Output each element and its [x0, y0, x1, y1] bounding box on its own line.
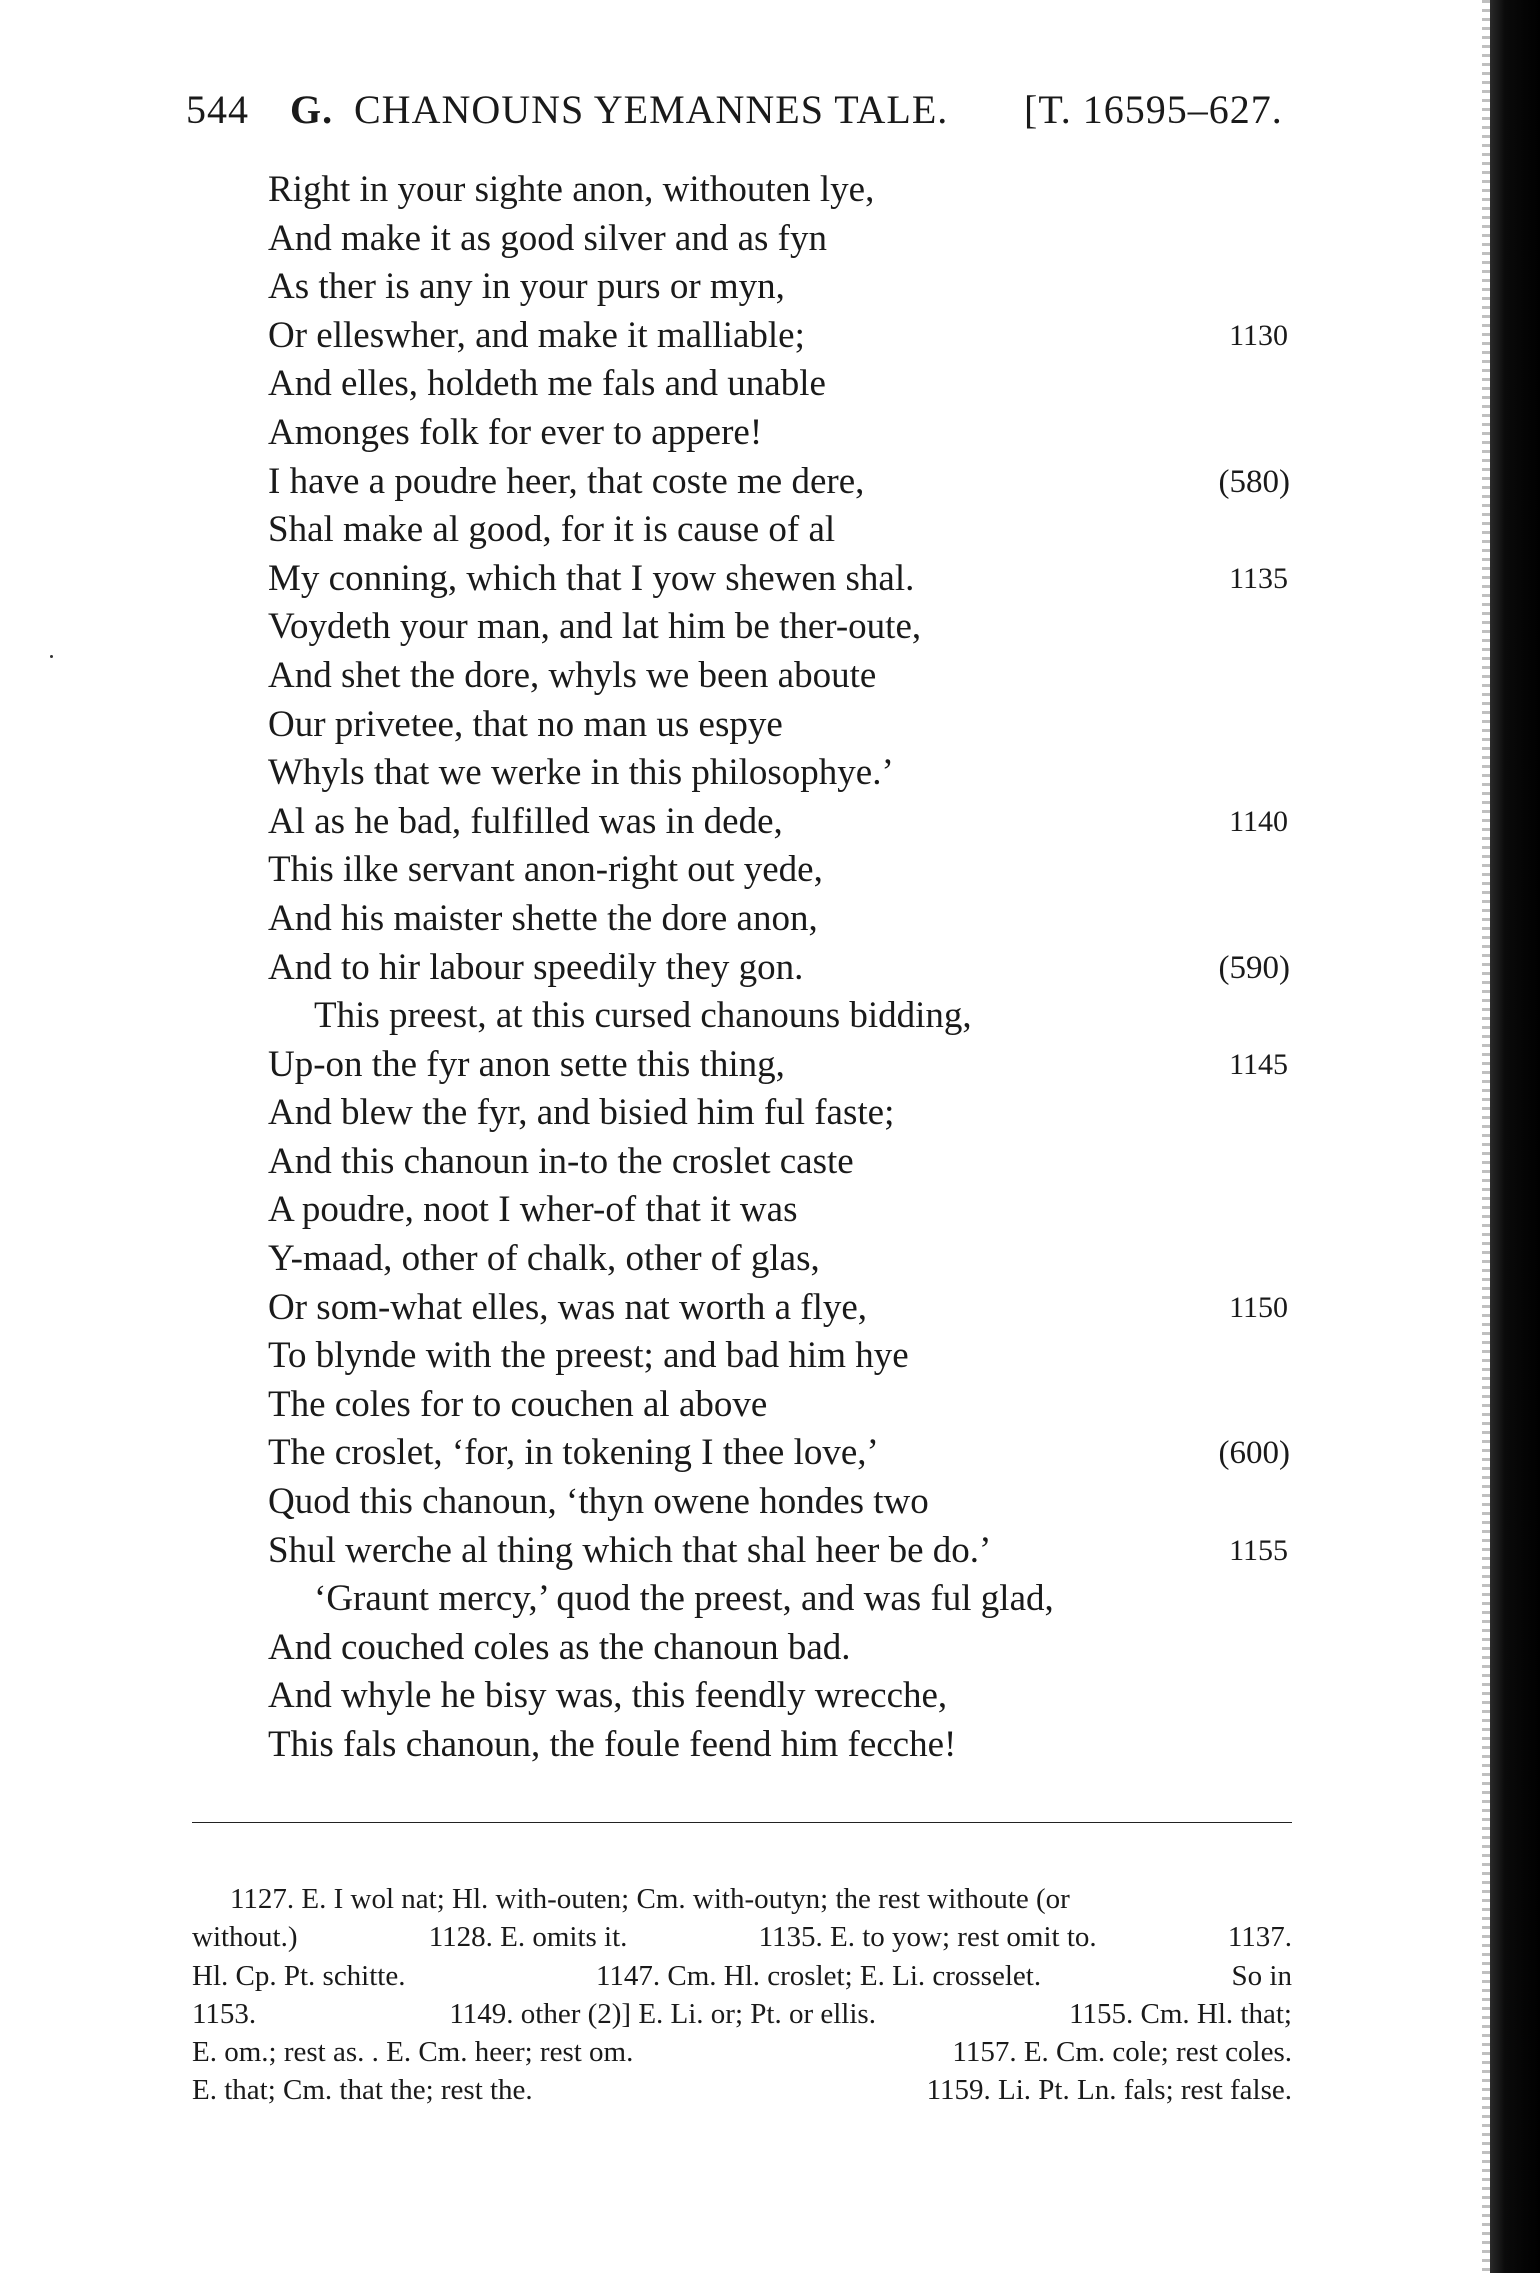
verse-text: Up-on the fyr anon sette this thing, [268, 1043, 785, 1085]
verse-line [268, 215, 1308, 264]
page-number: 544 [186, 87, 249, 132]
verse-line [268, 263, 1308, 312]
verse-text: Amonges folk for ever to appere! [268, 411, 763, 453]
verse-line [268, 895, 1308, 944]
verse-text: Y-maad, other of chalk, other of glas, [268, 1238, 820, 1280]
footnote-segment: 1128. E. omits it. [428, 1921, 628, 1954]
footnote-segment: 1157. E. Cm. cole; rest coles. [952, 2036, 1292, 2069]
verse-text: Shul werche al thing which that shal heer be do.’ [268, 1529, 992, 1571]
verse-text: Al as he bad, fulfilled was in dede, [268, 800, 783, 842]
verse-line [268, 458, 1308, 507]
verse-text: Shal make al good, for it is cause of al [268, 509, 836, 551]
line-number: (580) [1218, 463, 1290, 500]
verse-text: Right in your sighte anon, withouten lye, [268, 169, 875, 210]
footnote-segment: 1149. other (2)] E. Li. or; Pt. or ellis. [449, 1997, 876, 2030]
verse-text: This preest, at this cursed chanouns bidding, [314, 995, 972, 1037]
page-speck [50, 655, 53, 658]
footnote-segment: Hl. Cp. Pt. schitte. [192, 1959, 406, 1992]
verse-line [268, 166, 1308, 215]
line-number: (590) [1218, 949, 1290, 986]
verse-text: To blynde with the preest; and bad him hye [268, 1335, 909, 1377]
tale-title: CHANOUNS YEMANNES TALE. [354, 87, 949, 132]
spine-edge [1482, 0, 1490, 2273]
verse-line [268, 409, 1308, 458]
footnote-line [192, 1880, 1292, 1918]
footnote-segment: without.) [192, 1921, 298, 1954]
verse-line [268, 1381, 1308, 1430]
verse-line [268, 1429, 1308, 1478]
verse-line [268, 1186, 1308, 1235]
poem-text [268, 166, 1308, 1770]
footnote-segment: E. om.; rest as. . E. Cm. heer; rest om. [192, 2036, 634, 2069]
footnotes [192, 1880, 1292, 2110]
verse-line [268, 798, 1308, 847]
verse-line [268, 1478, 1308, 1527]
verse-text: A poudre, noot I wher-of that it was [268, 1189, 798, 1231]
footnote-segment: So in [1231, 1959, 1292, 1992]
verse-line [268, 992, 1308, 1041]
footnote-segment: 1147. Cm. Hl. croslet; E. Li. crosselet. [595, 1959, 1042, 1992]
footnote-segment: 1155. Cm. Hl. that; [1069, 1997, 1292, 2030]
verse-text: And this chanoun in-to the croslet caste [268, 1140, 854, 1182]
line-number: 1135 [1229, 561, 1288, 595]
verse-line [268, 701, 1308, 750]
verse-line [268, 1624, 1308, 1673]
verse-line [268, 1332, 1308, 1381]
footnote-line [192, 2071, 1292, 2109]
verse-text: ‘Graunt mercy,’ quod the preest, and was ful glad, [314, 1578, 1054, 1620]
verse-text: This fals chanoun, the foule feend him fecche! [268, 1724, 957, 1765]
verse-text: And couched coles as the chanoun bad. [268, 1626, 851, 1668]
verse-text: And elles, holdeth me fals and unable [268, 363, 826, 405]
verse-text: And make it as good silver and as fyn [268, 217, 827, 259]
verse-line [268, 749, 1308, 798]
footnote-segment: 1159. Li. Pt. Ln. fals; rest false. [926, 2074, 1292, 2107]
verse-line [268, 846, 1308, 895]
verse-line [268, 1089, 1308, 1138]
book-spine-shadow [1490, 0, 1540, 2273]
verse-line [268, 1527, 1308, 1576]
footnote-segment: 1153. [192, 1997, 257, 2030]
verse-text: Or elleswher, and make it malliable; [268, 314, 805, 356]
line-number: 1155 [1229, 1533, 1288, 1567]
verse-line [268, 944, 1308, 993]
verse-line [268, 1721, 1308, 1770]
line-number: 1145 [1229, 1047, 1288, 1081]
footnote-line [192, 1995, 1292, 2033]
verse-text: And shet the dore, whyls we been aboute [268, 654, 877, 696]
verse-text: And whyle he bisy was, this feendly wrecche, [268, 1675, 948, 1717]
verse-line [268, 555, 1308, 604]
verse-text: I have a poudre heer, that coste me dere, [268, 460, 865, 502]
footnote-rule [192, 1822, 1292, 1823]
verse-text: Quod this chanoun, ‘thyn owene hondes two [268, 1481, 929, 1523]
footnote-segment: E. that; Cm. that the; rest the. [192, 2074, 533, 2107]
running-header [186, 86, 1306, 146]
verse-text: As ther is any in your purs or myn, [268, 266, 785, 308]
group-signature: G. [290, 87, 334, 132]
verse-line [268, 1138, 1308, 1187]
line-range: [T. 16595–627. [1024, 87, 1283, 132]
verse-text: And his maister shette the dore anon, [268, 897, 818, 939]
verse-line [268, 603, 1308, 652]
verse-text: Voydeth your man, and lat him be ther-oute, [268, 606, 922, 648]
verse-line [268, 1575, 1308, 1624]
verse-line [268, 312, 1308, 361]
verse-line [268, 1041, 1308, 1090]
line-number: 1150 [1229, 1290, 1288, 1324]
footnote-line [192, 2033, 1292, 2071]
verse-text: Whyls that we werke in this philosophye.’ [268, 752, 894, 794]
verse-text: And blew the fyr, and bisied him ful faste; [268, 1092, 895, 1134]
verse-line [268, 506, 1308, 555]
verse-text: The coles for to couchen al above [268, 1383, 768, 1425]
line-number: 1130 [1229, 318, 1288, 352]
verse-line [268, 652, 1308, 701]
footnote-line [192, 1957, 1292, 1995]
line-number: (600) [1218, 1435, 1290, 1472]
line-number: 1140 [1229, 804, 1288, 838]
footnote-segment: 1135. E. to yow; rest omit to. [758, 1921, 1097, 1954]
verse-line [268, 1284, 1308, 1333]
verse-text: Or som-what elles, was nat worth a flye, [268, 1286, 868, 1328]
footnote-segment: 1127. E. I wol nat; Hl. with-outen; Cm. with-outyn; the rest withoute (or [230, 1883, 1070, 1915]
verse-text: The croslet, ‘for, in tokening I thee love,’ [268, 1432, 879, 1474]
footnote-line [192, 1918, 1292, 1956]
verse-line [268, 1672, 1308, 1721]
verse-text: My conning, which that I yow shewen shal. [268, 557, 915, 599]
verse-line [268, 1235, 1308, 1284]
verse-text: And to hir labour speedily they gon. [268, 946, 804, 988]
verse-text: Our privetee, that no man us espye [268, 703, 783, 745]
footnote-segment: 1137. [1227, 1921, 1292, 1954]
verse-text: This ilke servant anon-right out yede, [268, 849, 823, 891]
verse-line [268, 360, 1308, 409]
